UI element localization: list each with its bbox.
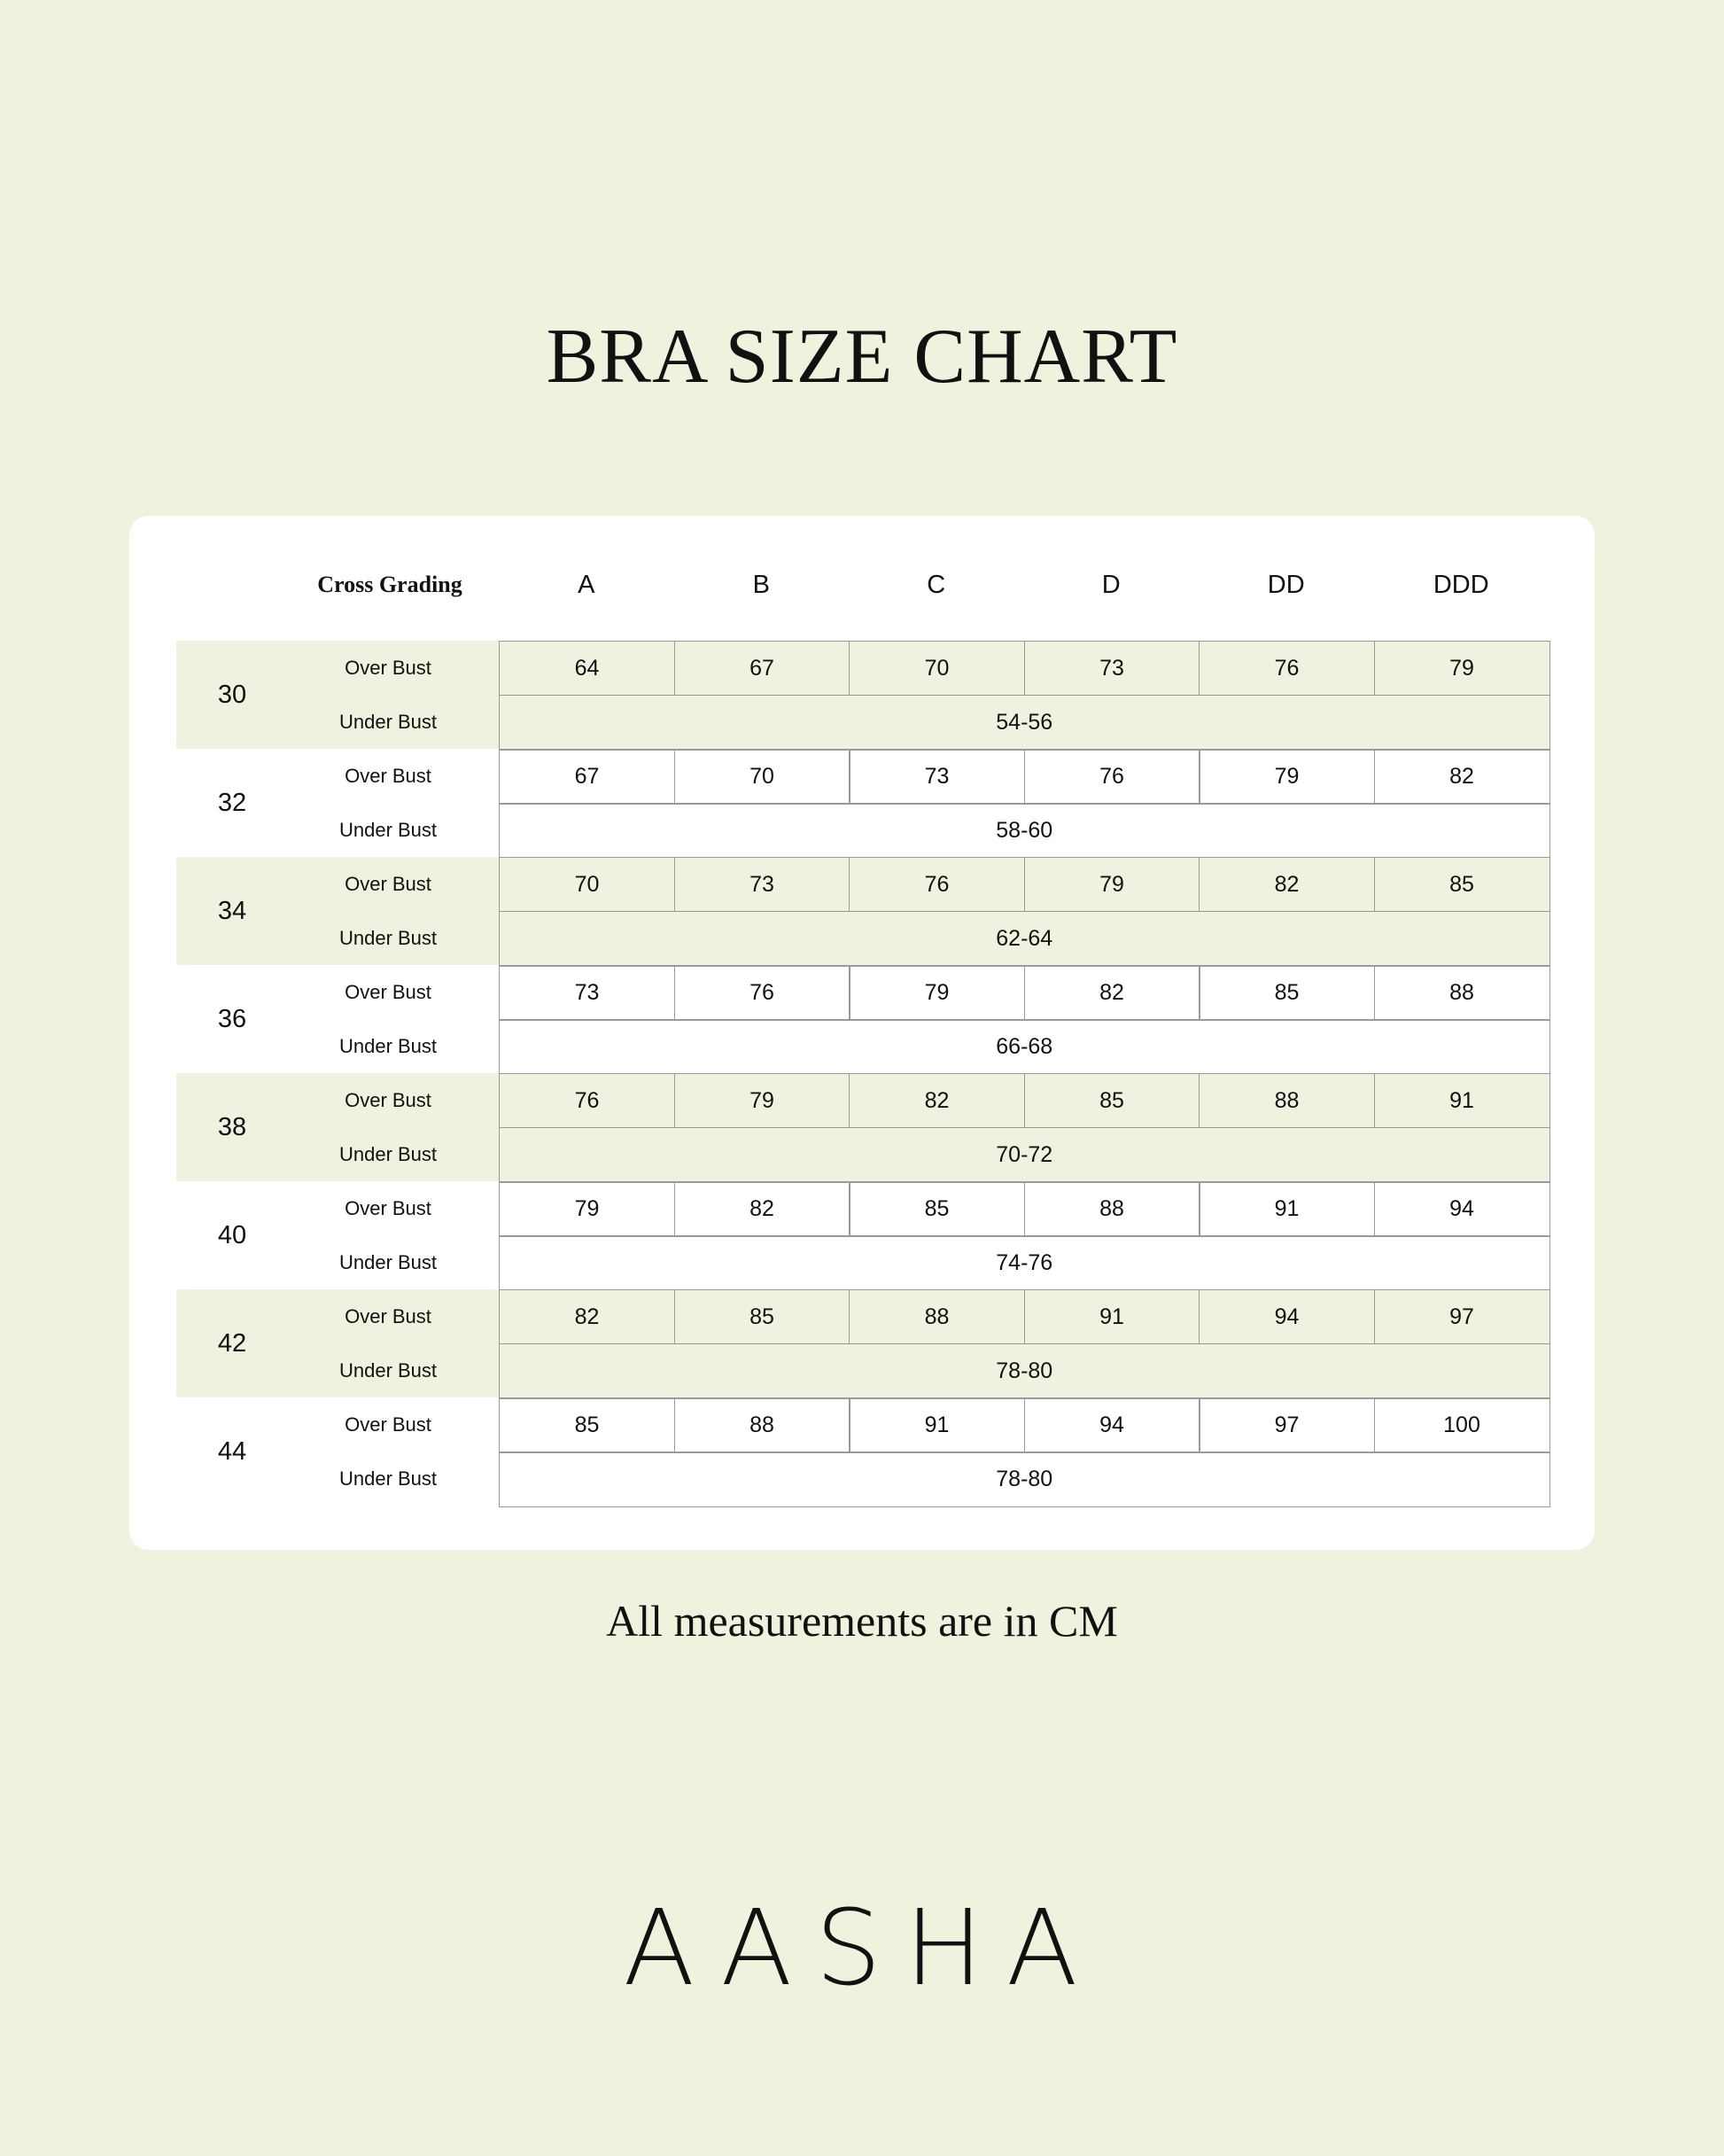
over-bust-label: Over Bust: [345, 765, 431, 787]
under-bust-label: Under Bust: [338, 711, 438, 733]
over-bust-cell: 88: [1374, 965, 1550, 1021]
over-bust-cell: 82: [849, 1073, 1025, 1129]
over-bust-label: Over Bust: [345, 1305, 431, 1327]
header-cup-A: A: [578, 571, 595, 599]
over-bust-cell: 70: [674, 749, 850, 805]
under-bust-label: Under Bust: [338, 819, 438, 841]
under-bust-label: Under Bust: [338, 1143, 438, 1165]
over-bust-cell: 79: [1199, 749, 1375, 805]
over-bust-cell: 88: [1024, 1181, 1200, 1237]
over-bust-cell: 73: [849, 749, 1025, 805]
over-bust-cell: 82: [499, 1289, 675, 1345]
over-bust-cell: 73: [1024, 641, 1200, 697]
over-bust-cell: 73: [499, 965, 675, 1021]
band-size: 38: [217, 1113, 247, 1141]
band-size: 34: [217, 897, 247, 925]
band-size: 42: [217, 1329, 247, 1358]
under-bust-cell: 70-72: [499, 1127, 1550, 1183]
over-bust-cell: 70: [849, 641, 1025, 697]
over-bust-label: Over Bust: [345, 1089, 431, 1111]
band-size: 30: [217, 681, 247, 709]
under-bust-cell: 66-68: [499, 1019, 1550, 1075]
units-note: All measurements are in CM: [606, 1596, 1118, 1646]
over-bust-cell: 85: [849, 1181, 1025, 1237]
under-bust-cell: 74-76: [499, 1235, 1550, 1291]
under-bust-label: Under Bust: [338, 927, 438, 949]
over-bust-cell: 88: [1199, 1073, 1375, 1129]
over-bust-cell: 91: [849, 1397, 1025, 1453]
over-bust-cell: 82: [1199, 857, 1375, 913]
over-bust-cell: 79: [1374, 641, 1550, 697]
over-bust-cell: 82: [1024, 965, 1200, 1021]
over-bust-cell: 85: [1199, 965, 1375, 1021]
band-size: 40: [217, 1221, 247, 1249]
under-bust-label: Under Bust: [338, 1467, 438, 1490]
over-bust-cell: 97: [1374, 1289, 1550, 1345]
over-bust-cell: 88: [674, 1397, 850, 1453]
over-bust-label: Over Bust: [345, 1413, 431, 1436]
over-bust-cell: 76: [674, 965, 850, 1021]
under-bust-cell: 78-80: [499, 1343, 1550, 1399]
over-bust-cell: 94: [1024, 1397, 1200, 1453]
over-bust-label: Over Bust: [345, 981, 431, 1003]
under-bust-label: Under Bust: [338, 1359, 438, 1382]
over-bust-cell: 73: [674, 857, 850, 913]
over-bust-cell: 67: [499, 749, 675, 805]
header-cross-grading: Cross Grading: [317, 572, 462, 597]
over-bust-cell: 76: [1199, 641, 1375, 697]
over-bust-cell: 76: [849, 857, 1025, 913]
under-bust-cell: 58-60: [499, 803, 1550, 859]
over-bust-cell: 97: [1199, 1397, 1375, 1453]
band-size: 32: [217, 789, 247, 817]
over-bust-cell: 79: [499, 1181, 675, 1237]
under-bust-cell: 78-80: [499, 1452, 1550, 1507]
over-bust-label: Over Bust: [345, 873, 431, 895]
under-bust-label: Under Bust: [338, 1251, 438, 1273]
over-bust-cell: 88: [849, 1289, 1025, 1345]
brand-logo: AASHA: [623, 1887, 1101, 2009]
under-bust-label: Under Bust: [338, 1035, 438, 1057]
header-cup-C: C: [927, 571, 946, 599]
over-bust-cell: 100: [1374, 1397, 1550, 1453]
over-bust-cell: 82: [1374, 749, 1550, 805]
over-bust-cell: 64: [499, 641, 675, 697]
over-bust-label: Over Bust: [345, 1197, 431, 1219]
over-bust-cell: 79: [1024, 857, 1200, 913]
page-title: BRA SIZE CHART: [546, 314, 1178, 400]
over-bust-cell: 70: [499, 857, 675, 913]
band-size: 44: [217, 1437, 247, 1466]
band-size: 36: [217, 1005, 247, 1033]
under-bust-cell: 54-56: [499, 695, 1550, 751]
header-cup-DD: DD: [1267, 571, 1305, 599]
over-bust-cell: 94: [1374, 1181, 1550, 1237]
over-bust-cell: 91: [1024, 1289, 1200, 1345]
header-cup-D: D: [1101, 571, 1121, 599]
header-cup-DDD: DDD: [1433, 571, 1489, 599]
over-bust-cell: 85: [1024, 1073, 1200, 1129]
over-bust-cell: 79: [849, 965, 1025, 1021]
under-bust-cell: 62-64: [499, 911, 1550, 967]
over-bust-cell: 85: [499, 1397, 675, 1453]
over-bust-cell: 76: [499, 1073, 675, 1129]
over-bust-cell: 91: [1374, 1073, 1550, 1129]
over-bust-cell: 91: [1199, 1181, 1375, 1237]
over-bust-cell: 79: [674, 1073, 850, 1129]
over-bust-cell: 82: [674, 1181, 850, 1237]
over-bust-cell: 85: [1374, 857, 1550, 913]
over-bust-cell: 94: [1199, 1289, 1375, 1345]
over-bust-cell: 76: [1024, 749, 1200, 805]
over-bust-cell: 85: [674, 1289, 850, 1345]
over-bust-cell: 67: [674, 641, 850, 697]
over-bust-label: Over Bust: [345, 657, 431, 679]
header-cup-B: B: [752, 571, 770, 599]
